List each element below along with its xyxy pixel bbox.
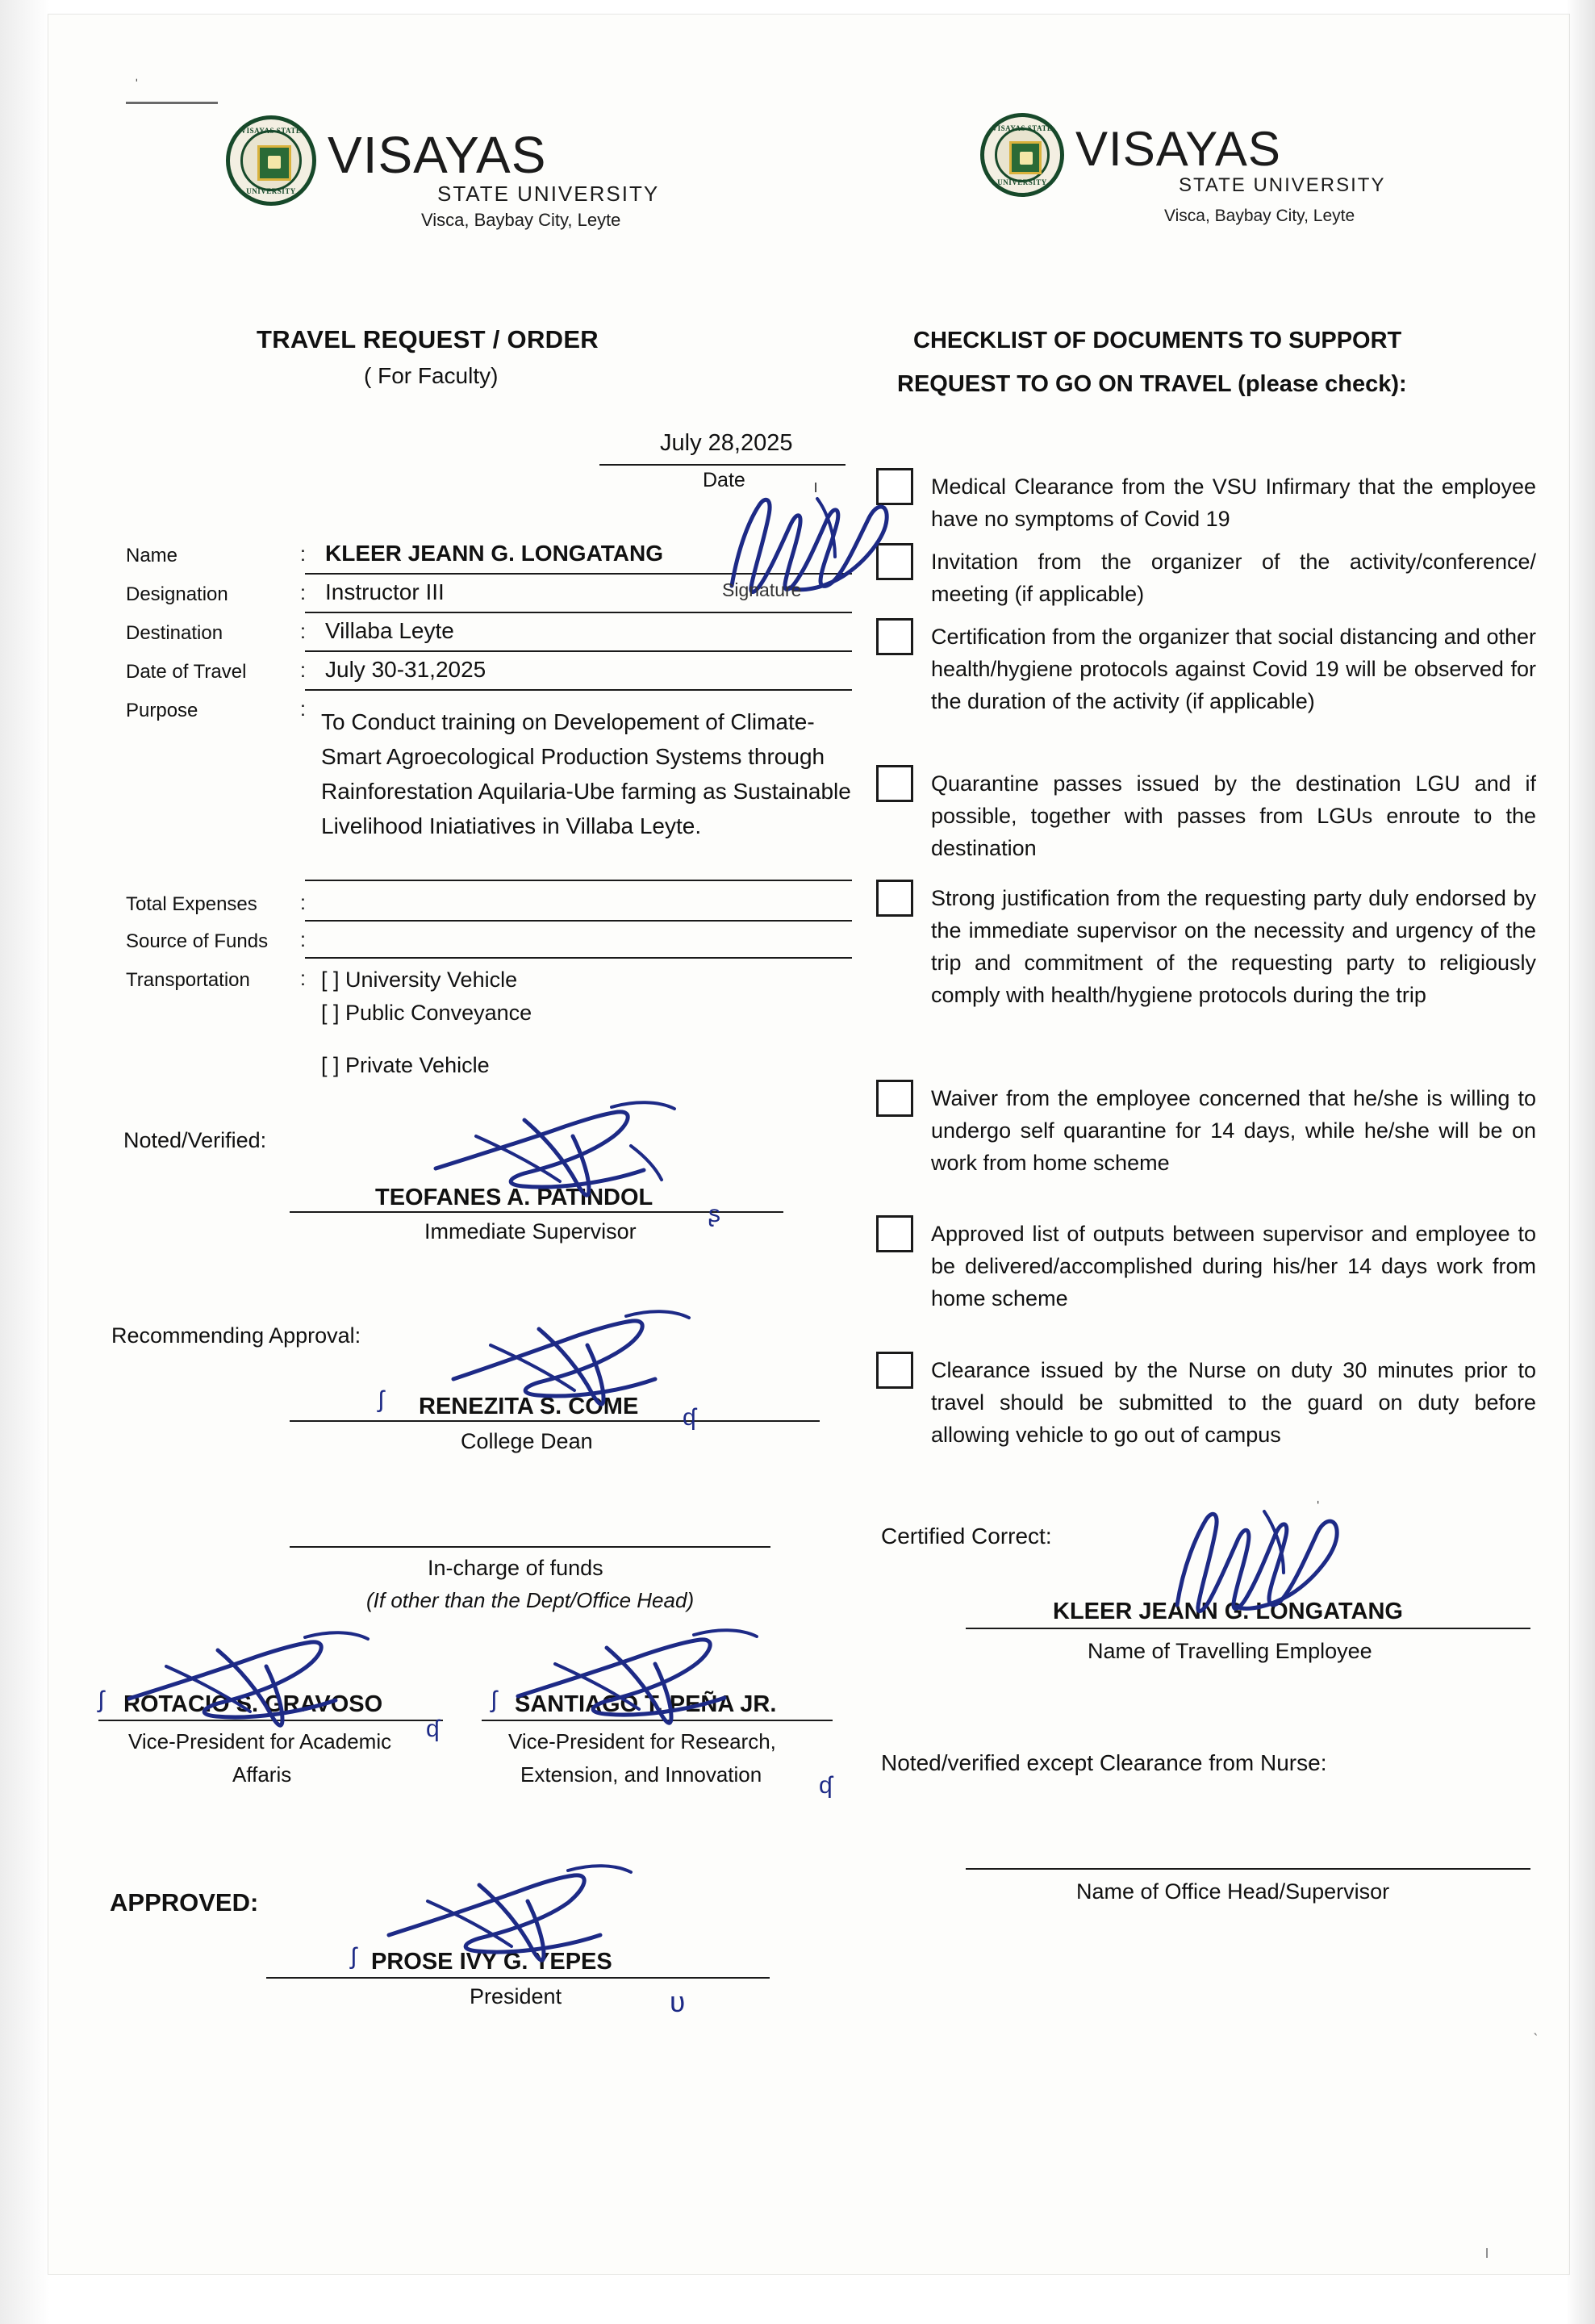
checkbox-waiver[interactable]	[876, 1080, 913, 1117]
vpaa-name: ROTACIO S. GRAVOSO	[123, 1691, 383, 1717]
incharge-funds-note: (If other than the Dept/Office Head)	[366, 1588, 695, 1612]
checklist-item-nurse-clearance: Clearance issued by the Nurse on duty 30 minutes prior to travel should be submitted to the guard on duty before allowing vehicle to go out of campus	[931, 1358, 1536, 1447]
president-rule	[266, 1977, 770, 1979]
college-dean-name: RENEZITA S. COME	[419, 1394, 639, 1419]
form-title: TRAVEL REQUEST / ORDER	[257, 325, 599, 353]
university-wordmark: VISAYAS	[328, 126, 547, 184]
field-rule-destination	[305, 650, 852, 652]
field-value-name: KLEER JEANN G. LONGATANG	[325, 541, 663, 566]
president-ink-mark-left: ʃ	[351, 1943, 357, 1970]
college-dean-rule	[290, 1420, 820, 1422]
vpaa-ink-mark-left: ʃ	[98, 1687, 104, 1713]
field-value-designation: Instructor III	[325, 579, 445, 604]
office-head-caption: Name of Office Head/Supervisor	[1076, 1879, 1390, 1904]
dean-ink-mark-left: ʃ	[378, 1386, 384, 1413]
immediate-supervisor-name: TEOFANES A. PATINDOL	[375, 1185, 653, 1210]
university-address: Visca, Baybay City, Leyte	[421, 210, 621, 230]
checkbox-approved-outputs[interactable]	[876, 1215, 913, 1252]
seal-bottom-text-right: UNIVERSITY	[997, 178, 1047, 186]
field-rule-designation	[305, 612, 852, 613]
incharge-funds-rule	[290, 1546, 770, 1548]
signature-tick: ı	[813, 476, 819, 496]
vprei-name: SANTIAGO T. PEÑA JR.	[515, 1691, 777, 1717]
field-colon-designation: :	[300, 582, 306, 604]
date-label: Date	[703, 469, 745, 491]
checkbox-strong-justification[interactable]	[876, 880, 913, 917]
certified-correct-label: Certified Correct:	[881, 1524, 1052, 1549]
president-ink-mark-bottom: ʋ	[670, 1985, 686, 2018]
field-label-purpose: Purpose	[126, 700, 198, 721]
employee-name-caption: Name of Travelling Employee	[1088, 1639, 1372, 1663]
field-colon-purpose: :	[300, 698, 306, 721]
field-label-destination: Destination	[126, 622, 223, 644]
checkbox-quarantine-passes[interactable]	[876, 765, 913, 802]
vprei-title-line2: Extension, and Innovation	[520, 1762, 762, 1787]
vprei-title-line1: Vice-President for Research,	[508, 1729, 776, 1753]
checklist-item-approved-outputs: Approved list of outputs between supervisor and employee to be delivered/accomplished during his/her 14 days work from home scheme	[931, 1222, 1536, 1310]
field-value-date-of-travel: July 30-31,2025	[325, 657, 486, 682]
vpaa-rule	[98, 1720, 443, 1721]
field-label-date-of-travel: Date of Travel	[126, 661, 247, 683]
transport-option-public-conveyance[interactable]: [ ] Public Conveyance	[321, 1001, 532, 1025]
page-edge-mark: ˎ	[1533, 2016, 1539, 2036]
vprei-ink-mark-right: ʠ	[819, 1772, 833, 1799]
university-wordmark-right: VISAYAS	[1075, 122, 1281, 176]
dean-ink-mark-right: ʠ	[683, 1404, 696, 1431]
checklist-item-waiver: Waiver from the employee concerned that he/she is willing to undergo self quarantine for 14 days, while he/she will be on work from home scheme	[931, 1086, 1536, 1175]
checklist-item-certification: Certification from the organizer that social distancing and other health/hygiene protocols against Covid 19 will be observed for the duration of the activity (if applicable)	[931, 625, 1536, 713]
college-dean-title: College Dean	[461, 1429, 593, 1453]
field-label-source-of-funds: Source of Funds	[126, 930, 269, 952]
seal-top-text-right: VISAYAS STATE	[992, 124, 1053, 132]
approved-label: APPROVED:	[110, 1888, 259, 1916]
signature-vpaa	[121, 1624, 403, 1741]
seal-top-text: VISAYAS STATE	[240, 127, 302, 135]
recommending-approval-label: Recommending Approval:	[111, 1323, 361, 1348]
field-label-transportation: Transportation	[126, 969, 250, 991]
vprei-rule	[482, 1720, 833, 1721]
vpaa-title-line1: Vice-President for Academic	[128, 1729, 392, 1753]
checklist-title-line2: REQUEST TO GO ON TRAVEL (please check):	[897, 371, 1407, 397]
immediate-supervisor-title: Immediate Supervisor	[424, 1219, 637, 1244]
noted-verified-label: Noted/Verified:	[123, 1128, 267, 1152]
checkbox-nurse-clearance[interactable]	[876, 1352, 913, 1389]
page-left-shadow	[0, 0, 50, 2324]
field-rule-source-of-funds	[305, 957, 852, 959]
checkbox-certification-social-distancing[interactable]	[876, 618, 913, 655]
field-colon-date-of-travel: :	[300, 659, 306, 682]
university-address-right: Visca, Baybay City, Leyte	[1164, 207, 1355, 225]
incharge-funds-title: In-charge of funds	[428, 1556, 603, 1580]
president-name: PROSE IVY G. YEPES	[371, 1949, 612, 1975]
supervisor-ink-mark: ʂ	[708, 1201, 720, 1227]
corner-scan-line	[126, 102, 218, 104]
employee-name-rule	[966, 1628, 1530, 1629]
field-value-destination: Villaba Leyte	[325, 618, 454, 643]
field-colon-destination: :	[300, 621, 306, 643]
checklist-item-strong-justification: Strong justification from the requesting party duly endorsed by the immediate supervisor on the necessity and urgency of the trip and commitment of the requesting party to religiously comply with health/hygiene protocols during the trip	[931, 886, 1536, 1007]
date-value: July 28,2025	[660, 430, 793, 456]
transport-option-university-vehicle[interactable]: [ ] University Vehicle	[321, 968, 518, 992]
vpaa-ink-mark-right: ʠ	[426, 1716, 440, 1742]
date-rule	[599, 464, 846, 466]
corner-scan-mark: ˌ	[134, 65, 140, 82]
university-subtitle-right: STATE UNIVERSITY	[1179, 174, 1386, 196]
field-colon-transportation: :	[300, 968, 306, 990]
certified-employee-name: KLEER JEANN G. LONGATANG	[1053, 1599, 1403, 1624]
field-label-designation: Designation	[126, 583, 228, 605]
checklist-item-invitation: Invitation from the organizer of the activity/conference/ meeting (if applicable)	[931, 550, 1536, 606]
field-label-total-expenses: Total Expenses	[126, 893, 257, 915]
form-subtitle: ( For Faculty)	[364, 363, 499, 388]
vsu-seal-icon-right	[980, 113, 1064, 197]
field-value-purpose: To Conduct training on Developement of Climate-Smart Agroecological Production Systems through Rainforestation Aquilaria-Ube farming as Sustainable Livelihood Iniatiatives in Villaba Leyte.	[321, 709, 851, 838]
checklist-item-quarantine-passes: Quarantine passes issued by the destination LGU and if possible, together with passes from LGUs enroute to the destination	[931, 771, 1536, 860]
vsu-seal-icon	[226, 115, 316, 206]
field-label-name: Name	[126, 545, 178, 566]
university-subtitle: STATE UNIVERSITY	[437, 182, 660, 206]
checklist-item-medical-clearance: Medical Clearance from the VSU Infirmary that the employee have no symptoms of Covid 19	[931, 474, 1536, 531]
vprei-ink-mark-left: ʃ	[491, 1687, 497, 1713]
field-rule-date-of-travel	[305, 689, 852, 691]
field-colon-name: :	[300, 543, 306, 566]
field-colon-total-expenses: :	[300, 892, 306, 914]
president-title: President	[470, 1984, 562, 2008]
field-colon-source-of-funds: :	[300, 929, 306, 951]
field-rule-total-expenses	[305, 920, 852, 922]
certified-correct-tick: ˈ	[1315, 1498, 1322, 1518]
checklist-title-line1: CHECKLIST OF DOCUMENTS TO SUPPORT	[913, 328, 1402, 353]
page-bottom-mark: ı	[1484, 2242, 1490, 2262]
page-right-shadow	[1566, 0, 1595, 2324]
signature-label: Signature	[722, 579, 802, 600]
office-head-rule	[966, 1868, 1530, 1870]
scanned-sheet	[48, 15, 1569, 2274]
checkbox-medical-clearance[interactable]	[876, 468, 913, 505]
field-rule-name	[305, 573, 852, 575]
transport-option-private-vehicle[interactable]: [ ] Private Vehicle	[321, 1053, 490, 1077]
checkbox-invitation[interactable]	[876, 543, 913, 580]
field-rule-purpose	[305, 880, 852, 881]
noted-except-nurse-label: Noted/verified except Clearance from Nurse:	[881, 1750, 1327, 1775]
vpaa-title-line2: Affaris	[232, 1762, 292, 1787]
seal-bottom-text: UNIVERSITY	[246, 187, 296, 195]
